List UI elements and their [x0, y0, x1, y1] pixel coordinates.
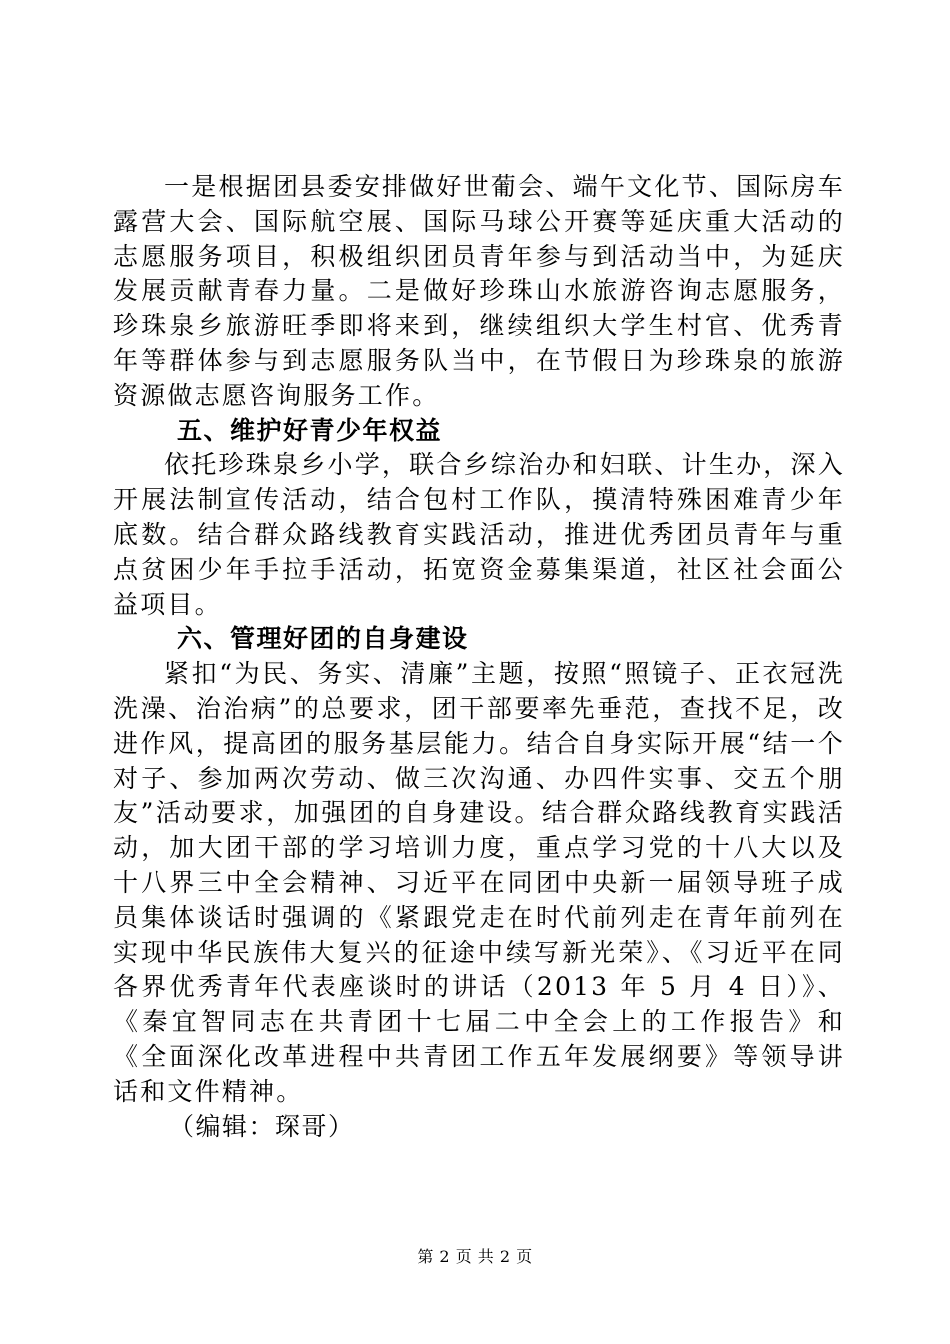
editor-note: （编辑：琛哥） — [169, 1111, 355, 1141]
paragraph-volunteer-services: 一是根据团县委安排做好世葡会、端午文化节、国际房车露营大会、国际航空展、国际马球公开赛等延庆重大活动的志愿服务项目，积极组织团员青年参与到活动当中，为延庆发展贡献青春力量。二是做好珍珠山水旅游咨询志愿服务，珍珠泉乡旅游旺季即将来到，继续组织大学生村官、优秀青年等群体参与到志愿服务队当中，在节假日为珍珠泉的旅游资源做志愿咨询服务工作。 — [113, 172, 845, 410]
section-heading-self-building: 六、管理好团的自身建设 — [177, 624, 469, 654]
page-number-footer: 第 2 页 共 2 页 — [417, 1247, 533, 1266]
paragraph-self-building: 紧扣“为民、务实、清廉”主题，按照“照镜子、正衣冠洗洗澡、治治病”的总要求，团干部要率先垂范，查找不足，改进作风，提高团的服务基层能力。结合自身实际开展“结一个对子、参加两次劳动、做三次沟通、办四件实事、交五个朋友”活动要求，加强团的自身建设。结合群众路线教育实践活动，加大团干部的学习培训力度，重点学习党的十八大以及十八界三中全会精神、习近平在同团中央新一届领导班子成员集体谈话时强调的《紧跟党走在时代前列走在青年前列在实现中华民族伟大复兴的征途中续写新光荣》、《习近平在同各界优秀青年代表座谈时的讲话（2013 年 5 月 4 日）》、《秦宜智同志在共青团十七届二中全会上的工作报告》和《全面深化改革进程中共青团工作五年发展纲要》等领导讲话和文件精神。 — [113, 659, 845, 1106]
paragraph-youth-rights: 依托珍珠泉乡小学，联合乡综治办和妇联、计生办，深入开展法制宣传活动，结合包村工作队，摸清特殊困难青少年底数。结合群众路线教育实践活动，推进优秀团员青年与重点贫困少年手拉手活动，拓宽资金募集渠道，社区社会面公益项目。 — [113, 450, 845, 619]
section-heading-youth-rights: 五、维护好青少年权益 — [177, 415, 443, 445]
document-body — [113, 170, 845, 1144]
